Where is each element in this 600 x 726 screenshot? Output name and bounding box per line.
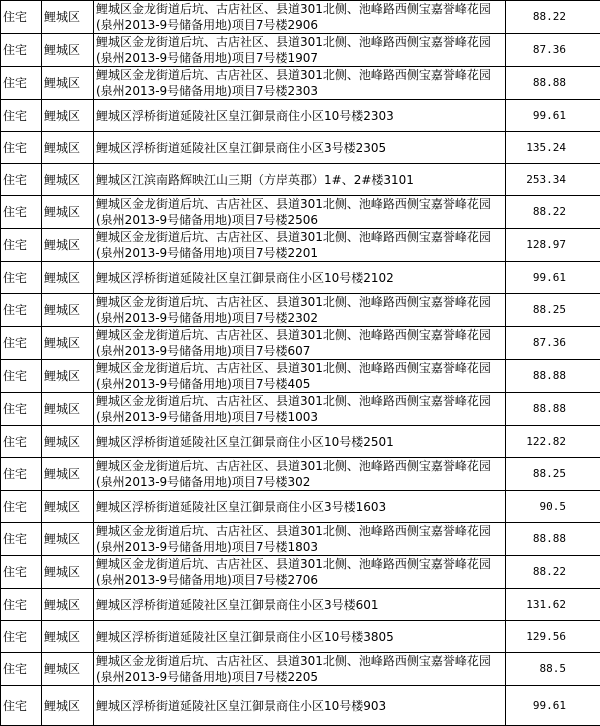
- table-row: [1, 262, 600, 294]
- district-cell: 鲤城区: [42, 67, 94, 100]
- table-row: [1, 556, 600, 589]
- area-cell: 88.88: [506, 523, 600, 556]
- table-row: [1, 164, 600, 196]
- district-cell: 鲤城区: [42, 589, 94, 621]
- district-cell: 鲤城区: [42, 426, 94, 458]
- district-cell: 鲤城区: [42, 556, 94, 589]
- table-row: [1, 360, 600, 393]
- address-cell: 鲤城区金龙街道后坑、古店社区、县道301北侧、池峰路西侧宝嘉誉峰花园(泉州2013-9号储备用地)项目7号楼2706: [94, 556, 506, 589]
- table-row: [1, 229, 600, 262]
- area-cell: 88.88: [506, 393, 600, 426]
- table-row: [1, 67, 600, 100]
- area-cell: 88.88: [506, 67, 600, 100]
- address-cell: 鲤城区金龙街道后坑、古店社区、县道301北侧、池峰路西侧宝嘉誉峰花园(泉州2013-9号储备用地)项目7号楼2302: [94, 294, 506, 327]
- district-cell: 鲤城区: [42, 1, 94, 34]
- area-cell: 99.61: [506, 262, 600, 294]
- address-cell: 鲤城区浮桥街道延陵社区皇江御景商住小区10号楼2501: [94, 426, 506, 458]
- property-type-cell: 住宅: [1, 426, 42, 458]
- district-cell: 鲤城区: [42, 164, 94, 196]
- district-cell: 鲤城区: [42, 491, 94, 523]
- property-type-cell: 住宅: [1, 294, 42, 327]
- property-type-cell: 住宅: [1, 458, 42, 491]
- property-type-cell: 住宅: [1, 164, 42, 196]
- area-cell: 88.88: [506, 360, 600, 393]
- property-table-body: [1, 1, 600, 726]
- table-row: [1, 491, 600, 523]
- property-type-cell: 住宅: [1, 34, 42, 67]
- address-cell: 鲤城区金龙街道后坑、古店社区、县道301北侧、池峰路西侧宝嘉誉峰花园(泉州2013-9号储备用地)项目7号楼2303: [94, 67, 506, 100]
- address-cell: 鲤城区金龙街道后坑、古店社区、县道301北侧、池峰路西侧宝嘉誉峰花园(泉州2013-9号储备用地)项目7号楼1907: [94, 34, 506, 67]
- property-type-cell: 住宅: [1, 327, 42, 360]
- area-cell: 87.36: [506, 34, 600, 67]
- district-cell: 鲤城区: [42, 196, 94, 229]
- district-cell: 鲤城区: [42, 327, 94, 360]
- table-row: [1, 294, 600, 327]
- property-type-cell: 住宅: [1, 523, 42, 556]
- table-row: [1, 196, 600, 229]
- property-type-cell: 住宅: [1, 686, 42, 726]
- district-cell: 鲤城区: [42, 653, 94, 686]
- district-cell: 鲤城区: [42, 132, 94, 164]
- area-cell: 88.25: [506, 458, 600, 491]
- address-cell: 鲤城区金龙街道后坑、古店社区、县道301北侧、池峰路西侧宝嘉誉峰花园(泉州2013-9号储备用地)项目7号楼405: [94, 360, 506, 393]
- district-cell: 鲤城区: [42, 294, 94, 327]
- district-cell: 鲤城区: [42, 686, 94, 726]
- property-type-cell: 住宅: [1, 589, 42, 621]
- table-row: [1, 686, 600, 726]
- address-cell: 鲤城区金龙街道后坑、古店社区、县道301北侧、池峰路西侧宝嘉誉峰花园(泉州2013-9号储备用地)项目7号楼1803: [94, 523, 506, 556]
- table-row: [1, 523, 600, 556]
- area-cell: 135.24: [506, 132, 600, 164]
- address-cell: 鲤城区金龙街道后坑、古店社区、县道301北侧、池峰路西侧宝嘉誉峰花园(泉州2013-9号储备用地)项目7号楼2201: [94, 229, 506, 262]
- property-type-cell: 住宅: [1, 1, 42, 34]
- area-cell: 88.5: [506, 653, 600, 686]
- property-type-cell: 住宅: [1, 229, 42, 262]
- property-type-cell: 住宅: [1, 556, 42, 589]
- area-cell: 99.61: [506, 100, 600, 132]
- property-type-cell: 住宅: [1, 100, 42, 132]
- property-type-cell: 住宅: [1, 262, 42, 294]
- address-cell: 鲤城区金龙街道后坑、古店社区、县道301北侧、池峰路西侧宝嘉誉峰花园(泉州2013-9号储备用地)项目7号楼2205: [94, 653, 506, 686]
- district-cell: 鲤城区: [42, 262, 94, 294]
- address-cell: 鲤城区浮桥街道延陵社区皇江御景商住小区3号楼1603: [94, 491, 506, 523]
- address-cell: 鲤城区金龙街道后坑、古店社区、县道301北侧、池峰路西侧宝嘉誉峰花园(泉州2013-9号储备用地)项目7号楼2506: [94, 196, 506, 229]
- district-cell: 鲤城区: [42, 360, 94, 393]
- table-row: [1, 34, 600, 67]
- table-row: [1, 1, 600, 34]
- area-cell: 88.25: [506, 294, 600, 327]
- area-cell: 128.97: [506, 229, 600, 262]
- address-cell: 鲤城区浮桥街道延陵社区皇江御景商住小区10号楼2102: [94, 262, 506, 294]
- address-cell: 鲤城区浮桥街道延陵社区皇江御景商住小区10号楼2303: [94, 100, 506, 132]
- table-row: [1, 327, 600, 360]
- property-type-cell: 住宅: [1, 621, 42, 653]
- property-type-cell: 住宅: [1, 67, 42, 100]
- area-cell: 87.36: [506, 327, 600, 360]
- address-cell: 鲤城区金龙街道后坑、古店社区、县道301北侧、池峰路西侧宝嘉誉峰花园(泉州2013-9号储备用地)项目7号楼607: [94, 327, 506, 360]
- table-row: [1, 653, 600, 686]
- area-cell: 131.62: [506, 589, 600, 621]
- address-cell: 鲤城区浮桥街道延陵社区皇江御景商住小区10号楼903: [94, 686, 506, 726]
- property-type-cell: 住宅: [1, 132, 42, 164]
- address-cell: 鲤城区金龙街道后坑、古店社区、县道301北侧、池峰路西侧宝嘉誉峰花园(泉州2013-9号储备用地)项目7号楼302: [94, 458, 506, 491]
- area-cell: 90.5: [506, 491, 600, 523]
- area-cell: 88.22: [506, 196, 600, 229]
- table-row: [1, 621, 600, 653]
- table-row: [1, 393, 600, 426]
- address-cell: 鲤城区浮桥街道延陵社区皇江御景商住小区3号楼2305: [94, 132, 506, 164]
- area-cell: 253.34: [506, 164, 600, 196]
- table-row: [1, 426, 600, 458]
- area-cell: 88.22: [506, 556, 600, 589]
- property-type-cell: 住宅: [1, 360, 42, 393]
- address-cell: 鲤城区浮桥街道延陵社区皇江御景商住小区10号楼3805: [94, 621, 506, 653]
- area-cell: 129.56: [506, 621, 600, 653]
- district-cell: 鲤城区: [42, 621, 94, 653]
- property-type-cell: 住宅: [1, 196, 42, 229]
- property-type-cell: 住宅: [1, 491, 42, 523]
- address-cell: 鲤城区江滨南路辉映江山三期（方岸英郡）1#、2#楼3101: [94, 164, 506, 196]
- district-cell: 鲤城区: [42, 100, 94, 132]
- table-row: [1, 100, 600, 132]
- area-cell: 122.82: [506, 426, 600, 458]
- table-row: [1, 589, 600, 621]
- district-cell: 鲤城区: [42, 458, 94, 491]
- district-cell: 鲤城区: [42, 229, 94, 262]
- district-cell: 鲤城区: [42, 393, 94, 426]
- district-cell: 鲤城区: [42, 523, 94, 556]
- property-type-cell: 住宅: [1, 393, 42, 426]
- district-cell: 鲤城区: [42, 34, 94, 67]
- address-cell: 鲤城区金龙街道后坑、古店社区、县道301北侧、池峰路西侧宝嘉誉峰花园(泉州2013-9号储备用地)项目7号楼2906: [94, 1, 506, 34]
- property-type-cell: 住宅: [1, 653, 42, 686]
- table-row: [1, 458, 600, 491]
- area-cell: 88.22: [506, 1, 600, 34]
- address-cell: 鲤城区浮桥街道延陵社区皇江御景商住小区3号楼601: [94, 589, 506, 621]
- table-row: [1, 132, 600, 164]
- area-cell: 99.61: [506, 686, 600, 726]
- address-cell: 鲤城区金龙街道后坑、古店社区、县道301北侧、池峰路西侧宝嘉誉峰花园(泉州2013-9号储备用地)项目7号楼1003: [94, 393, 506, 426]
